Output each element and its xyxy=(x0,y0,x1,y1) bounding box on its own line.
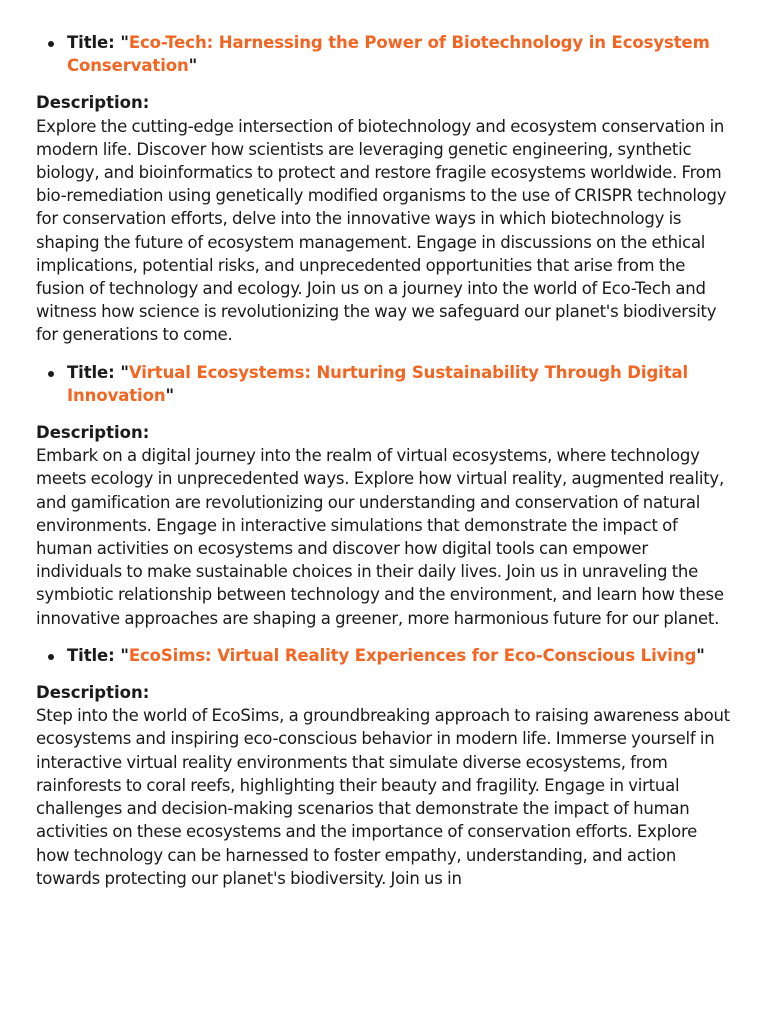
description-label: Description: xyxy=(36,93,150,113)
bullet-icon xyxy=(48,654,54,660)
title-link[interactable]: Eco-Tech: Harnessing the Power of Biotechnology in Ecosystem Conservation xyxy=(67,33,710,76)
description-text: Embark on a digital journey into the realm of virtual ecosystems, where technology meets ecology in unprecedented ways. Explore how virtual reality, augmented reality, and gamification are revolutionizing our understanding and conservation of natural environments. Engage in interactive simulations that demonstrate the impact of human activities on ecosystems and discover how digital tools can empower individuals to make sustainable choices in their daily lives. Join us in unraveling the symbiotic relationship between technology and the environment, and learn how these innovative approaches are shaping a greener, more harmonious future for our planet. xyxy=(36,446,724,628)
title-label: Title: xyxy=(67,362,115,382)
entry-1 xyxy=(36,31,732,347)
title-link[interactable]: EcoSims: Virtual Reality Experiences for Eco-Conscious Living xyxy=(128,645,697,665)
quote-close: " xyxy=(188,56,198,76)
quote-open: " xyxy=(120,362,129,382)
bullet-icon xyxy=(48,371,54,377)
title-item xyxy=(36,31,732,77)
quote-close: " xyxy=(165,385,174,405)
title-item xyxy=(36,644,732,667)
title-label: Title: xyxy=(67,645,115,665)
title-list xyxy=(36,31,732,77)
quote-open: " xyxy=(120,33,129,52)
description-text: Explore the cutting-edge intersection of biotechnology and ecosystem conservation in modern life. Discover how scientists are leveraging genetic engineering, synthetic biology, and bioinformatics to protect and restore fragile ecosystems worldwide. From bio-remediation using genetically modified organisms to the use of CRISPR technology for conservation efforts, delve into the innovative ways in which biotechnology is shaping the future of ecosystem management. Engage in discussions on the ethical implications, potential risks, and unprecedented opportunities that arise from the fusion of technology and ecology. Join us on a journey into the world of Eco-Tech and witness how science is revolutionizing the way we safeguard our planet's biodiversity for generations to come. xyxy=(36,116,727,345)
title-list xyxy=(36,361,732,407)
title-link[interactable]: Virtual Ecosystems: Nurturing Sustainability Through Digital Innovation xyxy=(67,362,689,405)
entry-2 xyxy=(36,361,732,630)
title-list xyxy=(36,644,732,667)
entry-3 xyxy=(36,644,732,890)
bullet-icon xyxy=(48,41,54,47)
quote-open: " xyxy=(120,645,129,665)
description-label: Description: xyxy=(36,423,150,443)
quote-close: " xyxy=(696,645,705,665)
description-label: Description: xyxy=(36,683,150,703)
title-item xyxy=(36,361,732,407)
description-text: Step into the world of EcoSims, a groundbreaking approach to raising awareness about ecosystems and inspiring eco-conscious behavior in modern life. Immerse yourself in interactive virtual reality environments that simulate diverse ecosystems, from rainforests to coral reefs, highlighting their beauty and fragility. Engage in virtual challenges and decision-making scenarios that demonstrate the impact of human activities on these ecosystems and the importance of conservation efforts. Explore how technology can be harnessed to foster empathy, understanding, and action towards protecting our planet's biodiversity. Join us in xyxy=(36,706,730,888)
title-label: Title: xyxy=(67,33,115,52)
